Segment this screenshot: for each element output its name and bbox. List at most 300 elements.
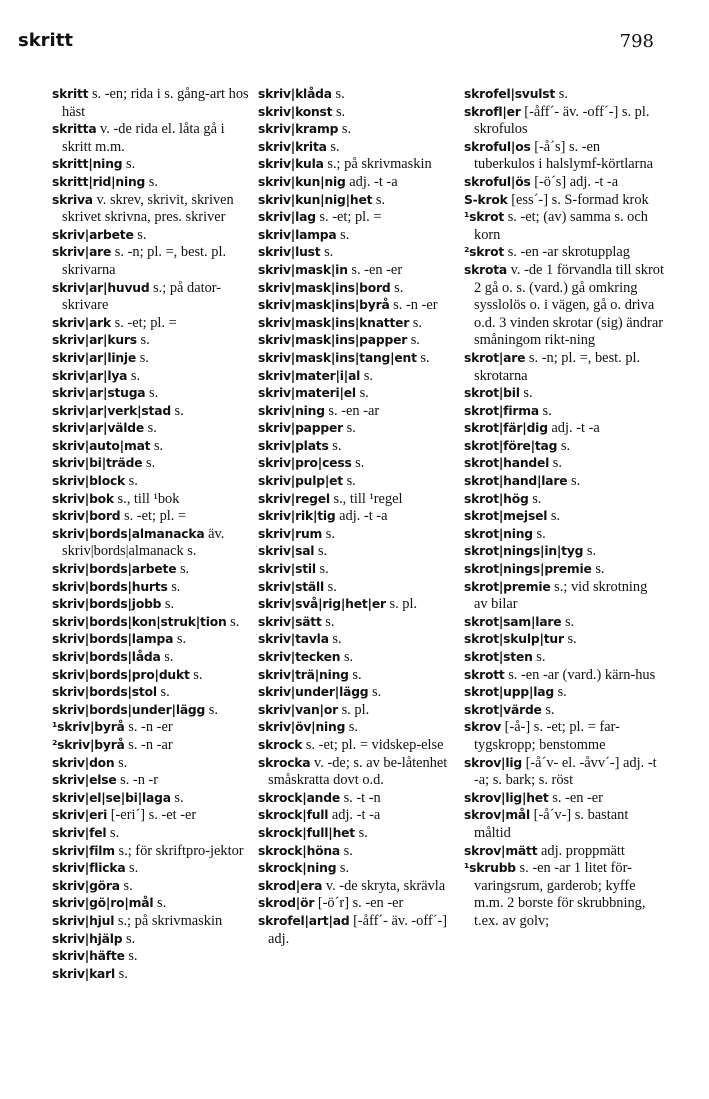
entry-headword: skrov|lig: [464, 755, 522, 770]
dictionary-entry: [464, 543, 664, 561]
entry-headword: skrot|hand|lare: [464, 474, 568, 489]
dictionary-entry: [258, 86, 460, 104]
entry-headword: skrot|sten: [464, 650, 533, 664]
entry-definition: s. pl.: [341, 701, 370, 718]
entry-headword: skriv|bords|hurts: [52, 579, 168, 594]
dictionary-entry: [464, 192, 664, 210]
entry-definition: s.: [325, 613, 335, 630]
entry-headword: skritt|ning: [52, 157, 123, 172]
dictionary-entry: [258, 280, 460, 298]
dictionary-entry: [464, 579, 664, 614]
dictionary-entry: [464, 174, 664, 192]
dictionary-entry: [464, 455, 664, 473]
entry-headword: skriv|pro|cess: [258, 456, 352, 471]
entry-definition: s.; på dator-skrivare: [62, 279, 222, 314]
entry-headword: skrov|mätt: [464, 843, 538, 858]
entry-definition: s.: [129, 860, 139, 877]
entry-definition: s.: [164, 649, 174, 665]
entry-headword: skritt: [52, 87, 89, 101]
entry-definition: s.; för skriftpro-jektor: [118, 842, 244, 859]
dictionary-entry: [52, 948, 252, 966]
dictionary-entry: [258, 209, 460, 227]
entry-definition: s.; vid skrotning av bilar: [474, 578, 648, 613]
dictionary-entry: [464, 420, 664, 438]
dictionary-entry: [258, 192, 460, 210]
dictionary-entry: [258, 455, 460, 473]
entry-headword: skriv|flicka: [52, 861, 126, 876]
entry-definition: s.: [118, 965, 128, 982]
entry-headword: ¹skriv|byrå: [52, 720, 125, 735]
entry-headword: skriv|mask|ins|byrå: [258, 298, 390, 313]
dictionary-entry: [464, 631, 664, 649]
entry-definition: s.: [420, 349, 430, 366]
entry-headword: skrot|handel: [464, 456, 550, 471]
dictionary-entry: [258, 438, 460, 456]
entry-definition: s.: [139, 349, 149, 366]
dictionary-entry: [258, 755, 460, 790]
entry-definition: s.; på skrivmaskin: [327, 156, 432, 173]
entry-headword: skrot|are: [464, 350, 526, 365]
entry-headword: skriv|bords|stol: [52, 685, 157, 700]
dictionary-entry: [464, 667, 664, 685]
dictionary-entry: [258, 315, 460, 333]
entry-headword: skrock: [258, 737, 303, 752]
dictionary-entry: [258, 649, 460, 667]
dictionary-entry: [258, 596, 460, 614]
dictionary-entry: [464, 438, 664, 456]
dictionary-entry: [52, 878, 252, 896]
dictionary-entry: [464, 385, 664, 403]
entry-headword: skrofl|er: [464, 104, 521, 119]
dictionary-entry: [258, 368, 460, 386]
entry-definition: s.: [179, 561, 190, 578]
entry-definition: s.: [137, 226, 147, 243]
dictionary-entry: [258, 579, 460, 597]
entry-headword: skriv|bords|arbete: [52, 562, 177, 577]
dictionary-entry: [52, 614, 252, 632]
entry-definition: s.: [359, 385, 369, 402]
entry-headword: skriv|ar|lya: [52, 368, 128, 383]
entry-headword: skrock|full|het: [258, 825, 355, 840]
entry-definition: s.: [123, 877, 133, 894]
dictionary-entry: [52, 561, 252, 579]
entry-headword: skrock|höna: [258, 843, 341, 858]
entry-headword: skrot|fär|dig: [464, 421, 548, 436]
entry-definition: s.: [128, 473, 138, 490]
entry-headword: skrock|ande: [258, 790, 340, 805]
entry-headword: skrock|ning: [258, 861, 337, 876]
dictionary-entry: [52, 719, 252, 737]
entry-headword: skrot|firma: [464, 403, 539, 418]
entry-definition: adj. -t -a: [331, 807, 381, 824]
dictionary-entry: [52, 931, 252, 949]
entry-headword: skriv|ställ: [258, 579, 325, 594]
dictionary-entry: [464, 491, 664, 509]
dictionary-entry: [258, 561, 460, 579]
dictionary-entry: [52, 332, 252, 350]
dictionary-entry: [258, 350, 460, 368]
entry-headword: skritt|rid|ning: [52, 174, 146, 189]
entry-headword: skriv|ark: [52, 315, 112, 330]
dictionary-entry: [258, 403, 460, 421]
entry-definition: s.: [110, 824, 120, 841]
entry-headword: skriv|mask|ins|knatter: [258, 315, 410, 330]
entry-definition: s.: [317, 543, 328, 560]
entry-headword: skroful|ös: [464, 174, 531, 189]
entry-headword: skriv|mask|ins|tang|ent: [258, 350, 417, 365]
entry-headword: ²skriv|byrå: [52, 737, 125, 752]
dictionary-entry: [464, 209, 664, 244]
dictionary-entry: [52, 684, 252, 702]
dictionary-entry: [464, 561, 664, 579]
dictionary-entry: [52, 244, 252, 279]
entry-definition: s.: [412, 314, 422, 331]
entry-definition: s.: [174, 402, 184, 419]
entry-definition: s.: [147, 420, 157, 437]
dictionary-entry: [258, 104, 460, 122]
entry-headword: skriv|plats: [258, 438, 329, 453]
entry-definition: [-åff´- äv. -off´-] adj.: [268, 912, 448, 947]
dictionary-entry: [52, 579, 252, 597]
dictionary-entry: [52, 843, 252, 861]
entry-headword: skriv|pulp|et: [258, 474, 343, 489]
entry-headword: skriv|ar|linje: [52, 350, 137, 365]
entry-headword: skriv|bords|pro|dukt: [52, 667, 190, 682]
dictionary-entry: [258, 139, 460, 157]
entry-headword: skriv|stil: [258, 562, 316, 577]
entry-headword: skriv|rum: [258, 526, 323, 541]
dictionary-entry: [258, 737, 460, 755]
entry-definition: s.: [324, 244, 334, 261]
dictionary-entry: [258, 262, 460, 280]
entry-headword: skriv|kun|nig|het: [258, 192, 373, 207]
entry-definition: s. -en -er: [552, 789, 603, 806]
dictionary-entry: [52, 280, 252, 315]
entry-headword: skriv|kun|nig: [258, 174, 346, 189]
dictionary-entry: [52, 737, 252, 755]
dictionary-entry: [258, 297, 460, 315]
entry-headword: skriv|göra: [52, 878, 120, 893]
entry-headword: skrot|upp|lag: [464, 685, 554, 700]
entry-definition: v. -de 1 förvandla till skrot 2 gå o. s. (vard.) gå omkring sysslolös o. i vägen, gå o. driva o.d. 3 vinden skrotar (sig) ändrar småningom rikt-ning: [474, 261, 664, 349]
dictionary-entry: [258, 895, 460, 913]
entry-headword: skriv|mater|i|al: [258, 368, 361, 383]
entry-headword: skriv|bords|almanacka: [52, 526, 205, 541]
entry-definition: s.: [148, 173, 158, 190]
entry-definition: adj. -t -a: [339, 508, 388, 525]
dictionary-entry: [52, 403, 252, 421]
entry-definition: s.: [153, 437, 164, 454]
dictionary-entry: [52, 772, 252, 790]
dictionary-entry: [52, 895, 252, 913]
entry-definition: adj. -t -a: [551, 420, 600, 437]
entry-headword: skriv|klåda: [258, 87, 332, 101]
dictionary-entry: [52, 491, 252, 509]
dictionary-entry: [52, 174, 252, 192]
dictionary-entry: [52, 368, 252, 386]
dictionary-entry: [464, 649, 664, 667]
entry-definition: s. -t -n: [343, 789, 381, 806]
dictionary-entry: [52, 508, 252, 526]
entry-headword: skriv|svå|rig|het|er: [258, 597, 386, 612]
entry-headword: skriv|materi|el: [258, 386, 356, 401]
entry-definition: s.: [394, 279, 404, 296]
entry-definition: s.: [348, 719, 358, 736]
entry-definition: [-å-] s. -et; pl. = far-tygskropp; benstomme: [474, 719, 620, 753]
dictionary-entry: [52, 526, 252, 561]
entry-definition: s.: [536, 649, 546, 665]
entry-definition: s.; på skrivmaskin: [117, 912, 223, 929]
dictionary-entry: [258, 719, 460, 737]
entry-definition: s.: [341, 121, 352, 138]
entry-definition: s.: [325, 525, 335, 542]
dictionary-entry: [258, 913, 460, 948]
entry-headword: skriv|bord: [52, 509, 121, 524]
entry-headword: skriv|under|lägg: [258, 685, 369, 700]
entry-headword: skrov|lig|het: [464, 790, 549, 805]
entry-definition: s.: [140, 332, 150, 349]
entry-headword: skrock|full: [258, 808, 329, 823]
entry-headword: skriv|else: [52, 773, 117, 788]
dictionary-entry: [464, 350, 664, 385]
entry-headword: skriv|are: [52, 245, 112, 260]
dictionary-entry: [464, 104, 664, 139]
entry-headword: skrot|mejsel: [464, 509, 548, 524]
entry-headword: skriv|tavla: [258, 632, 329, 647]
entry-headword: skriv|van|or: [258, 702, 338, 717]
entry-definition: s.: [571, 473, 581, 490]
entry-definition: adj. -t -a: [349, 173, 398, 190]
entry-definition: s.: [352, 666, 362, 683]
entry-definition: s.: [340, 226, 350, 243]
entry-headword: skriv|ar|kurs: [52, 333, 137, 348]
entry-definition: s. -en; rida i s. gång-art hos häst: [62, 86, 249, 120]
dictionary-entry: [258, 843, 460, 861]
entry-headword: skriv|el|se|bi|laga: [52, 790, 171, 805]
entry-definition: s.: [118, 754, 128, 771]
entry-definition: s. -en -er: [351, 261, 403, 278]
entry-headword: skriv|trä|ning: [258, 667, 349, 682]
entry-definition: s.: [146, 455, 156, 472]
dictionary-entry: [464, 755, 664, 790]
entry-definition: s.: [330, 138, 340, 155]
entry-definition: s.: [560, 437, 571, 454]
entry-definition: s.: [335, 103, 346, 120]
entry-definition: s.: [346, 473, 356, 490]
entry-definition: s.: [149, 385, 159, 402]
entry-headword: skriv|bi|träde: [52, 456, 143, 471]
entry-headword: skroful|os: [464, 139, 531, 154]
dictionary-entry: [464, 403, 664, 421]
entry-definition: [-åff´- äv. -off´-] s. pl. skrofulos: [474, 103, 650, 138]
entry-headword: skriv|konst: [258, 104, 333, 119]
dictionary-entry: [258, 614, 460, 632]
dictionary-entry: [464, 843, 664, 861]
entry-headword: skrod|era: [258, 878, 323, 893]
entry-definition: [-eri´] s. -et -er: [110, 807, 197, 824]
entry-definition: s.: [125, 930, 136, 947]
entry-headword: skriv|lampa: [258, 227, 337, 242]
entry-headword: skriv|papper: [258, 421, 343, 436]
entry-headword: skriv|fel: [52, 825, 107, 840]
dictionary-entry: [258, 332, 460, 350]
entry-headword: skrott: [464, 667, 505, 682]
dictionary-entry: [258, 631, 460, 649]
entry-definition: s. -et; pl. =: [319, 209, 382, 226]
entry-headword: skriv|öv|ning: [258, 720, 346, 735]
entry-headword: S-krok: [464, 192, 508, 207]
entry-definition: s. -en -ar: [328, 402, 380, 419]
dictionary-entry: [258, 807, 460, 825]
dictionary-entry: [464, 508, 664, 526]
entry-headword: skrot|sam|lare: [464, 614, 562, 629]
page-number: 798: [619, 31, 654, 52]
entry-definition: s.: [343, 649, 354, 665]
entry-headword: skrofel|svulst: [464, 87, 556, 101]
dictionary-entry: [258, 385, 460, 403]
dictionary-entry: [464, 807, 664, 842]
entry-definition: s.: [558, 86, 568, 102]
entry-definition: adj. proppmätt: [541, 842, 625, 859]
entry-headword: skriv|krita: [258, 139, 327, 154]
dictionary-entry: [52, 473, 252, 491]
entry-definition: s. -n; pl. =, best. pl. skrotarna: [474, 349, 641, 384]
entry-headword: skriv|mask|ins|bord: [258, 280, 391, 295]
entry-definition: s. -n -er: [393, 297, 438, 314]
entry-headword: skrot|värde: [464, 702, 542, 717]
entry-definition: s. -n -ar: [128, 736, 173, 753]
dictionary-column-2: [258, 86, 460, 948]
entry-definition: v. -de; s. av be-låtenhet småskratta dovt o.d.: [268, 754, 448, 789]
dictionary-entry: [258, 543, 460, 561]
entry-definition: s.: [164, 596, 175, 613]
entry-headword: ¹skrot: [464, 210, 505, 225]
entry-headword: skrot|hög: [464, 491, 529, 506]
entry-definition: s.: [557, 684, 567, 701]
entry-definition: s.: [171, 578, 181, 595]
dictionary-entry: [52, 702, 252, 720]
entry-headword: skriv|block: [52, 474, 126, 489]
entry-definition: s. -n -er: [128, 719, 173, 736]
dictionary-entry: [464, 614, 664, 632]
dictionary-entry: [258, 825, 460, 843]
entry-definition: s.: [346, 420, 356, 437]
entry-headword: ²skrot: [464, 245, 505, 260]
dictionary-entry: [464, 790, 664, 808]
entry-definition: s.: [319, 561, 329, 578]
dictionary-entry: [52, 825, 252, 843]
entry-definition: s. -et; pl. =: [114, 314, 177, 331]
entry-definition: s.: [536, 525, 546, 542]
dictionary-entry: [258, 491, 460, 509]
entry-headword: skriv|auto|mat: [52, 438, 151, 453]
entry-headword: skriv|rik|tig: [258, 509, 336, 524]
entry-definition: s.: [128, 948, 138, 965]
entry-headword: skriv|eri: [52, 808, 108, 823]
entry-definition: s., till ¹bok: [117, 490, 180, 507]
entry-definition: s.: [372, 684, 382, 701]
dictionary-entry: [464, 684, 664, 702]
entry-definition: s.: [545, 701, 555, 718]
entry-definition: s.: [125, 156, 136, 173]
entry-definition: [-å´v-] s. bastant måltid: [474, 807, 629, 841]
dictionary-entry: [258, 244, 460, 262]
entry-definition: s.: [156, 895, 167, 912]
entry-definition: s., till ¹regel: [333, 490, 403, 507]
entry-headword: ¹skrubb: [464, 861, 516, 876]
dictionary-entry: [258, 684, 460, 702]
dictionary-entry: [52, 192, 252, 227]
entry-headword: skrov: [464, 720, 502, 735]
dictionary-entry: [52, 966, 252, 984]
dictionary-entry: [52, 385, 252, 403]
entry-headword: skriv|film: [52, 843, 115, 858]
entry-headword: skriv|don: [52, 755, 115, 770]
entry-definition: s. -en -ar (vard.) kärn-hus: [508, 666, 656, 683]
entry-headword: skrot|premie: [464, 579, 551, 594]
entry-headword: skrota: [464, 262, 507, 277]
dictionary-entry: [52, 667, 252, 685]
entry-headword: skriv|bords|kon|struk|tion: [52, 614, 227, 629]
entry-definition: s.: [552, 455, 562, 472]
entry-definition: s.: [130, 367, 141, 384]
entry-definition: s.: [358, 824, 368, 841]
entry-definition: [-å´v- el. -åvv´-] adj. -t -a; s. bark; s. röst: [474, 754, 657, 789]
dictionary-entry: [258, 508, 460, 526]
dictionary-column-1: [52, 86, 252, 983]
entry-definition: s.: [332, 437, 342, 454]
entry-headword: skriv|bords|lampa: [52, 632, 174, 647]
entry-definition: s.: [532, 490, 542, 507]
entry-definition: s.: [327, 578, 337, 595]
dictionary-entry: [258, 420, 460, 438]
dictionary-entry: [52, 315, 252, 333]
entry-definition: s.: [595, 561, 605, 578]
dictionary-entry: [52, 790, 252, 808]
dictionary-entry: [52, 860, 252, 878]
entry-headword: skriv|sätt: [258, 614, 322, 629]
dictionary-entry: [258, 667, 460, 685]
entry-definition: s. pl.: [389, 596, 418, 613]
dictionary-entry: [52, 807, 252, 825]
dictionary-entry: [258, 227, 460, 245]
entry-definition: s.: [542, 402, 552, 419]
entry-definition: s.: [176, 631, 187, 648]
entry-definition: s. -et; (av) samma s. och korn: [474, 209, 648, 243]
entry-headword: skriv|mask|ins|papper: [258, 333, 408, 348]
dictionary-entry: [52, 755, 252, 773]
entry-headword: skriv|bords|under|lägg: [52, 702, 206, 717]
dictionary-entry: [52, 649, 252, 667]
entry-definition: s. -n; pl. =, best. pl. skrivarna: [62, 244, 227, 278]
entry-headword: skrot|nings|premie: [464, 562, 592, 577]
dictionary-entry: [258, 878, 460, 896]
entry-headword: skriv|bords|jobb: [52, 597, 162, 612]
dictionary-entry: [464, 526, 664, 544]
entry-headword: skrov|mål: [464, 808, 531, 823]
entry-definition: [-å´s] s. -en tuberkulos i halslymf-körtlarna: [474, 138, 654, 173]
entry-definition: s.: [332, 631, 342, 648]
entry-definition: [-ö´s] adj. -t -a: [534, 173, 619, 190]
entry-headword: skriv|arbete: [52, 227, 134, 242]
dictionary-entry: [52, 631, 252, 649]
dictionary-entry: [258, 473, 460, 491]
dictionary-entry: [464, 86, 664, 104]
entry-headword: skriv|bords|låda: [52, 650, 161, 664]
entry-definition: s.: [363, 367, 374, 384]
entry-headword: skrot|nings|in|tyg: [464, 544, 584, 559]
dictionary-entry: [52, 156, 252, 174]
